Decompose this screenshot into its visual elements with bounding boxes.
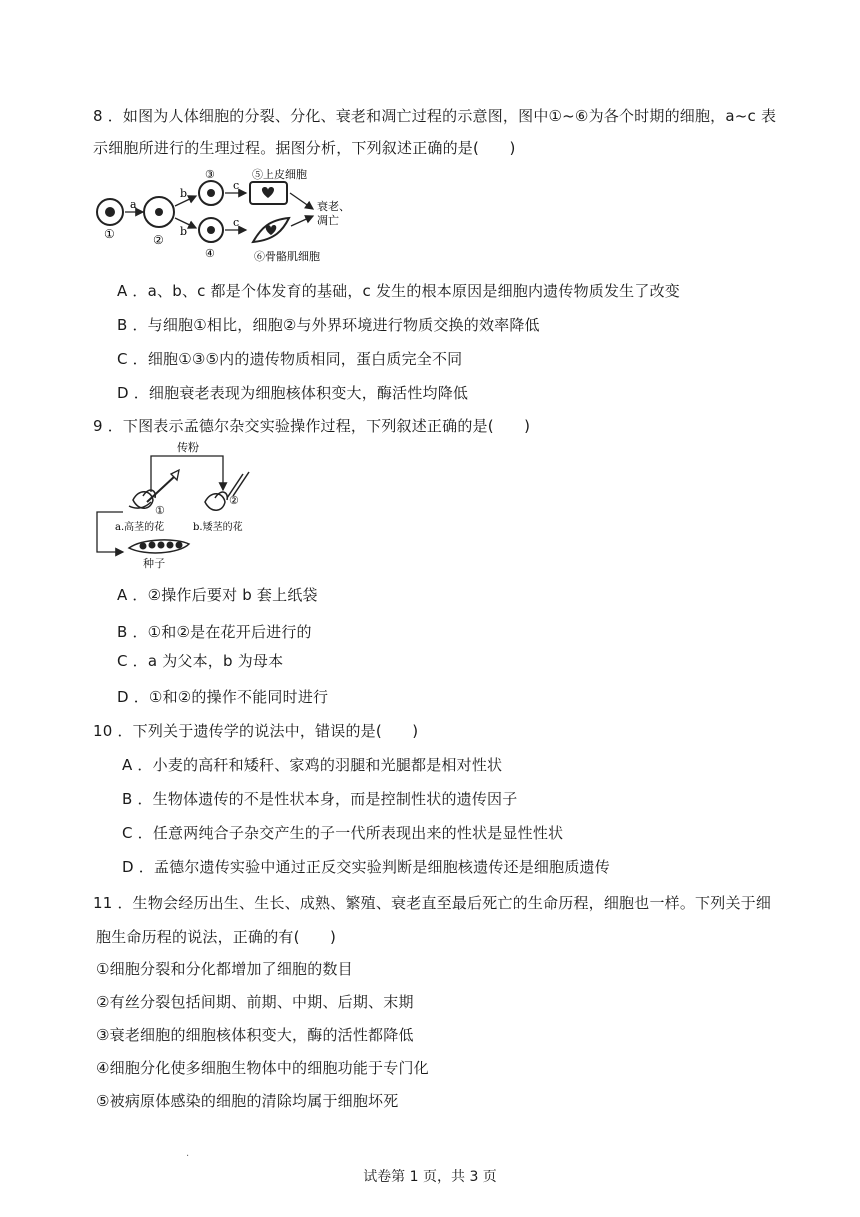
q8-fig-process-b-top: b	[180, 187, 188, 200]
q9-fig-seeds-label: 种子	[143, 557, 166, 570]
q8-cell-diagram	[93, 168, 363, 268]
q10-option-d: D ．孟德尔遗传实验中通过正反交实验判断是细胞核遗传还是细胞质遗传	[122, 858, 610, 876]
q9-option-c: C ．a 为父本，b 为母本	[117, 652, 284, 670]
q9-fig-flower-a-label: a.高茎的花	[115, 522, 165, 533]
q9-option-a: A ．②操作后要对 b 套上纸袋	[117, 586, 318, 604]
q8-fig-process-b-bottom: b	[180, 225, 188, 238]
q8-option-d: D ．细胞衰老表现为细胞核体积变大，酶活性均降低	[117, 384, 469, 402]
q8-fig-end-label-2: 凋亡	[317, 214, 339, 227]
q8-fig-cell3-label: ③	[205, 168, 215, 181]
q9-fig-mark-2: ②	[229, 494, 239, 507]
page-footer: 试卷第 1 页，共 3 页	[363, 1169, 497, 1185]
q10-option-b: B ．生物体遗传的不是性状本身，而是控制性状的遗传因子	[122, 790, 518, 808]
q11-stem-line2: 胞生命历程的说法，正确的有( )	[96, 928, 337, 946]
q8-fig-cell4-label: ④	[205, 247, 215, 260]
q8-fig-cell5-label: ⑤上皮细胞	[252, 168, 307, 181]
q8-fig-cell6-label: ⑥骨骼肌细胞	[254, 250, 320, 263]
q11-statement-4: ④细胞分化使多细胞生物体中的细胞功能于专门化	[96, 1059, 429, 1077]
q10-option-a: A ．小麦的高秆和矮秆、家鸡的羽腿和光腿都是相对性状	[122, 756, 503, 774]
q8-fig-end-label-1: 衰老、	[317, 200, 350, 213]
q8-stem-line2: 示细胞所进行的生理过程。据图分析，下列叙述正确的是( )	[93, 139, 516, 157]
q8-option-a: A ．a、b、c 都是个体发育的基础，c 发生的根本原因是细胞内遗传物质发生了改变	[117, 282, 680, 300]
q8-fig-cell1-label: ①	[104, 227, 115, 241]
q11-statement-3: ③衰老细胞的细胞核体积变大，酶的活性都降低	[96, 1026, 414, 1044]
q9-fig-pollination-label: 传粉	[177, 441, 199, 454]
q11-stem-line1: 11 ．生物会经历出生、生长、成熟、繁殖、衰老直至最后死亡的生命历程，细胞也一样。下列关于细	[93, 894, 772, 912]
q10-option-c: C ．任意两纯合子杂交产生的子一代所表现出来的性状是显性性状	[122, 824, 564, 842]
q8-fig-process-c-bottom: c	[233, 216, 240, 229]
q8-fig-process-c-top: c	[233, 179, 240, 192]
q11-statement-2: ②有丝分裂包括间期、前期、中期、后期、末期	[96, 993, 414, 1011]
q9-stem: 9 ．下图表示孟德尔杂交实验操作过程，下列叙述正确的是( )	[93, 417, 531, 435]
q9-option-d: D ．①和②的操作不能同时进行	[117, 688, 329, 706]
q8-fig-cell2-label: ②	[153, 233, 164, 247]
q8-option-c: C ．细胞①③⑤内的遗传物质相同，蛋白质完全不同	[117, 350, 463, 368]
q9-fig-flower-b-label: b.矮茎的花	[193, 522, 243, 533]
q8-fig-process-a: a	[130, 198, 137, 211]
q9-fig-mark-1: ①	[155, 504, 165, 517]
q11-statement-5: ⑤被病原体感染的细胞的清除均属于细胞坏死	[96, 1092, 399, 1110]
q8-stem-line1: 8 ．如图为人体细胞的分裂、分化、衰老和凋亡过程的示意图，图中①~⑥为各个时期的细胞，a~c 表	[93, 107, 777, 125]
footer-dot: .	[186, 1148, 190, 1159]
q11-statement-1: ①细胞分裂和分化都增加了细胞的数目	[96, 960, 353, 978]
q9-option-b: B ．①和②是在花开后进行的	[117, 623, 312, 641]
q10-stem: 10 ．下列关于遗传学的说法中，错误的是( )	[93, 722, 419, 740]
q8-option-b: B ．与细胞①相比，细胞②与外界环境进行物质交换的效率降低	[117, 316, 540, 334]
q9-pollination-diagram	[93, 440, 258, 558]
